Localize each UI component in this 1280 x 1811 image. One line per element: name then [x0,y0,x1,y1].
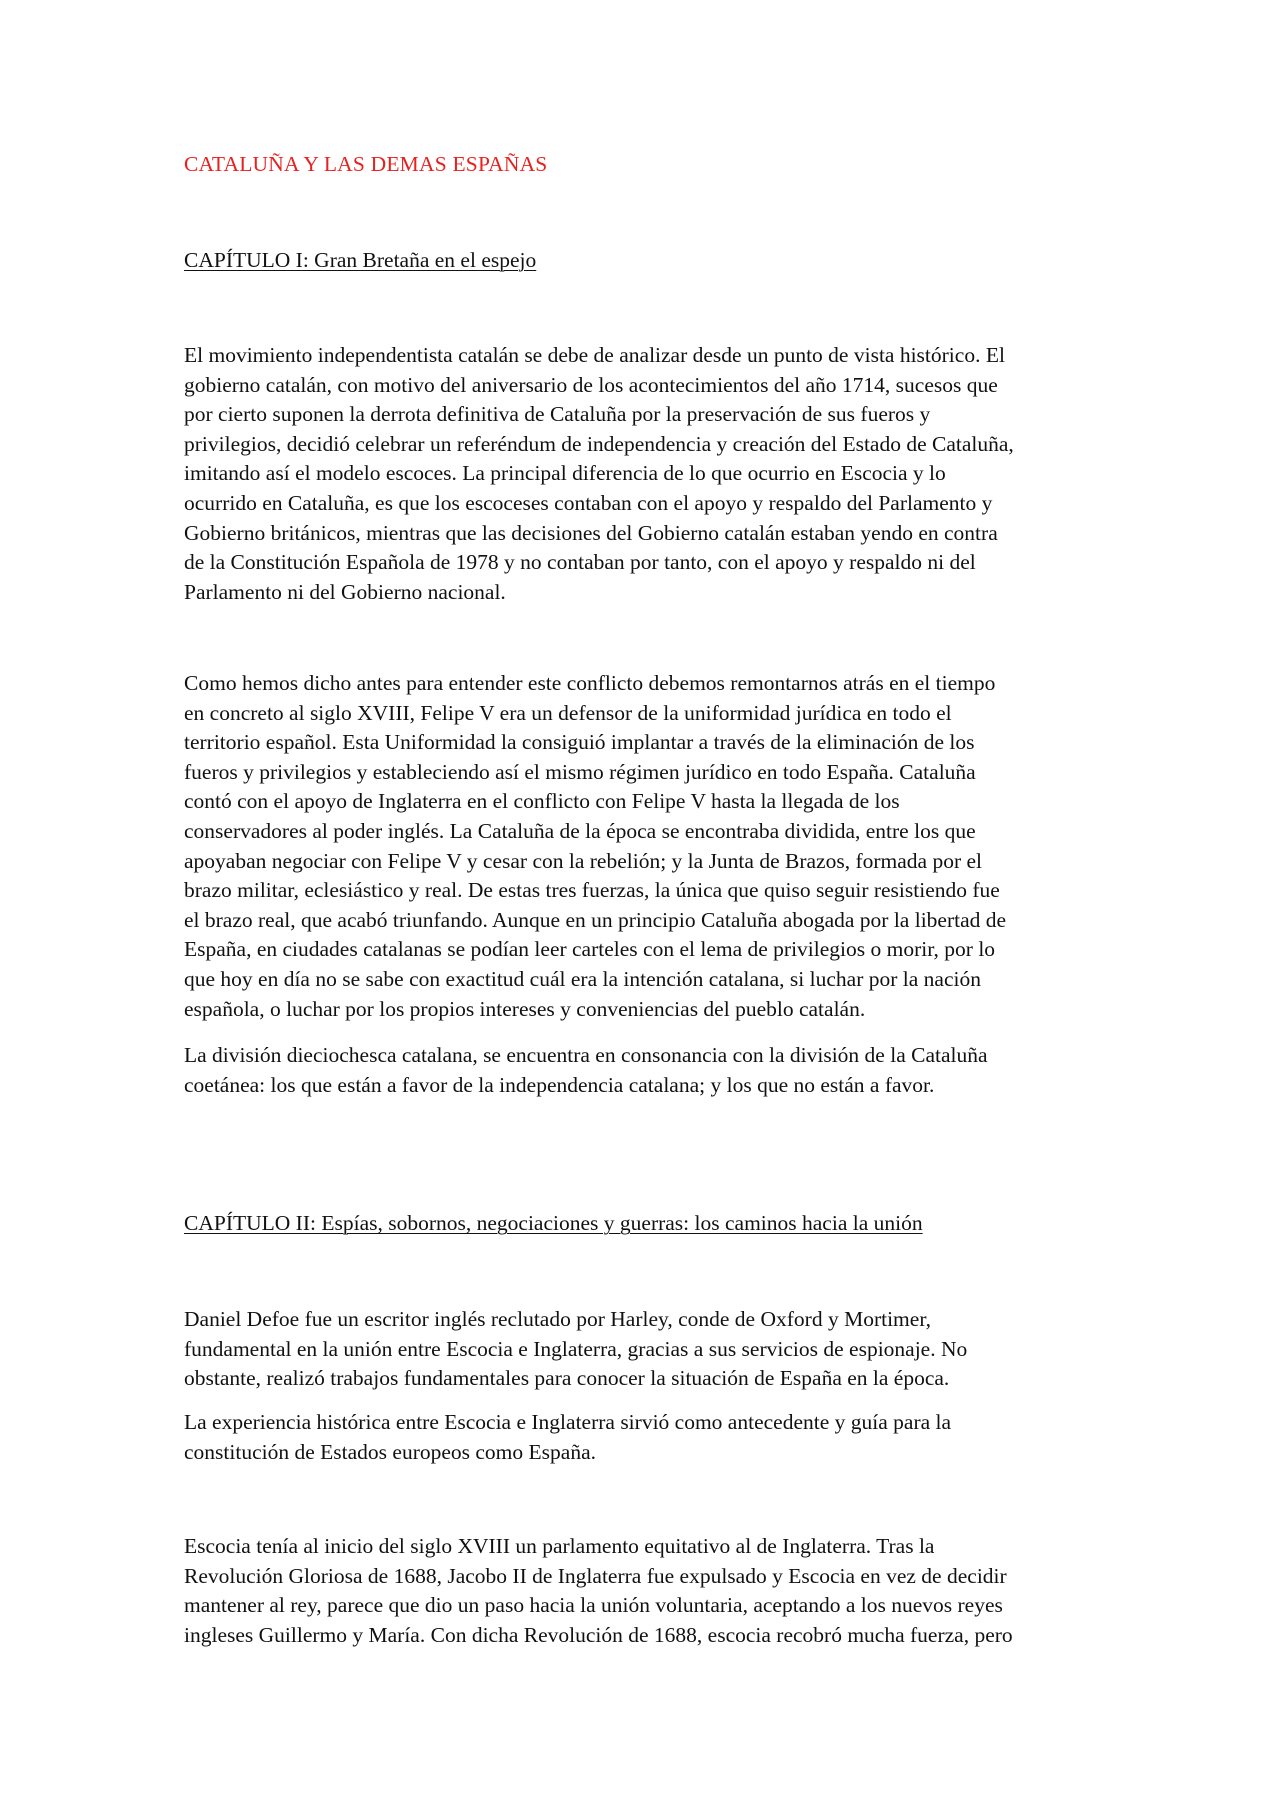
text-line: mantener al rey, parece que dio un paso hacia la unión voluntaria, aceptando a los nuevos reyes [184,1593,1003,1618]
text-line: ingleses Guillermo y María. Con dicha Revolución de 1688, escocia recobró mucha fuerza, pero [184,1622,1013,1647]
chapter-1-paragraph-3 [184,1041,1104,1100]
text-line: La división dieciochesca catalana, se encuentra en consonancia con la división de la Cataluña [184,1043,988,1067]
text-line: Parlamento ni del Gobierno nacional. [184,579,506,604]
text-line: el brazo real, que acabó triunfando. Aunque en un principio Cataluña abogada por la libertad de [184,907,1007,932]
text-line: gobierno catalán, con motivo del aniversario de los acontecimientos del año 1714, sucesos que [184,372,998,397]
text-line: en concreto al siglo XVIII, Felipe V era un defensor de la uniformidad jurídica en todo el [184,700,952,725]
chapter-2-heading: CAPÍTULO II: Espías, sobornos, negociaciones y guerras: los caminos hacia la unión [184,1211,923,1235]
text-line: apoyaban negociar con Felipe V y cesar con la rebelión; y la Junta de Brazos, formada por el [184,848,982,873]
text-line: fundamental en la unión entre Escocia e Inglaterra, gracias a sus servicios de espionaje. No [184,1336,968,1361]
text-line: que hoy en día no se sabe con exactitud cuál era la intención catalana, si luchar por la nación [184,966,981,991]
chapter-2-paragraph-1 [184,1305,1104,1394]
text-line: territorio español. Esta Uniformidad la consiguió implantar a través de la eliminación de los [184,730,975,755]
text-line: Escocia tenía al inicio del siglo XVIII un parlamento equitativo al de Inglaterra. Tras la [184,1534,935,1558]
text-line: Revolución Gloriosa de 1688, Jacobo II de Inglaterra fue expulsado y Escocia en vez de decidir [184,1563,1007,1588]
chapter-2-paragraph-2 [184,1408,1104,1467]
text-line: Como hemos dicho antes para entender este conflicto debemos remontarnos atrás en el tiempo [184,671,996,695]
text-line: de la Constitución Española de 1978 y no contaban por tanto, con el apoyo y respaldo ni del [184,550,976,575]
text-line: brazo militar, eclesiástico y real. De estas tres fuerzas, la única que quiso seguir resistiendo fue [184,878,1000,903]
document-title: CATALUÑA Y LAS DEMAS ESPAÑAS [184,152,548,176]
chapter-1-paragraph-2 [184,669,1104,1024]
text-line: ocurrido en Cataluña, es que los escoceses contaban con el apoyo y respaldo del Parlamento y [184,490,993,515]
text-line: privilegios, decidió celebrar un referéndum de independencia y creación del Estado de Cataluña, [184,431,1014,456]
chapter-1-paragraph-1 [184,341,1104,607]
text-line: Gobierno británicos, mientras que las decisiones del Gobierno catalán estaban yendo en contra [184,520,998,545]
text-line: El movimiento independentista catalán se debe de analizar desde un punto de vista histórico. El [184,343,1005,367]
text-line: contó con el apoyo de Inglaterra en el conflicto con Felipe V hasta la llegada de los [184,789,900,814]
text-line: Daniel Defoe fue un escritor inglés reclutado por Harley, conde de Oxford y Mortimer, [184,1307,931,1331]
text-line: España, en ciudades catalanas se podían leer carteles con el lema de privilegios o morir, por lo [184,937,996,962]
text-line: por cierto suponen la derrota definitiva de Cataluña por la preservación de sus fueros y [184,402,931,427]
text-line: La experiencia histórica entre Escocia e Inglaterra sirvió como antecedente y guía para la [184,1410,952,1434]
text-line: fueros y privilegios y estableciendo así el mismo régimen jurídico en todo España. Cataluña [184,759,976,784]
text-line: constitución de Estados europeos como España. [184,1439,596,1464]
text-line: española, o luchar por los propios intereses y conveniencias del pueblo catalán. [184,996,866,1021]
chapter-1-heading: CAPÍTULO I: Gran Bretaña en el espejo [184,248,537,272]
chapter-2-paragraph-3 [184,1532,1104,1650]
text-line: coetánea: los que están a favor de la independencia catalana; y los que no están a favor. [184,1072,935,1097]
text-line: obstante, realizó trabajos fundamentales para conocer la situación de España en la época. [184,1366,950,1391]
text-line: imitando así el modelo escoces. La principal diferencia de lo que ocurrio en Escocia y lo [184,461,946,486]
text-line: conservadores al poder inglés. La Cataluña de la época se encontraba dividida, entre los que [184,818,976,843]
